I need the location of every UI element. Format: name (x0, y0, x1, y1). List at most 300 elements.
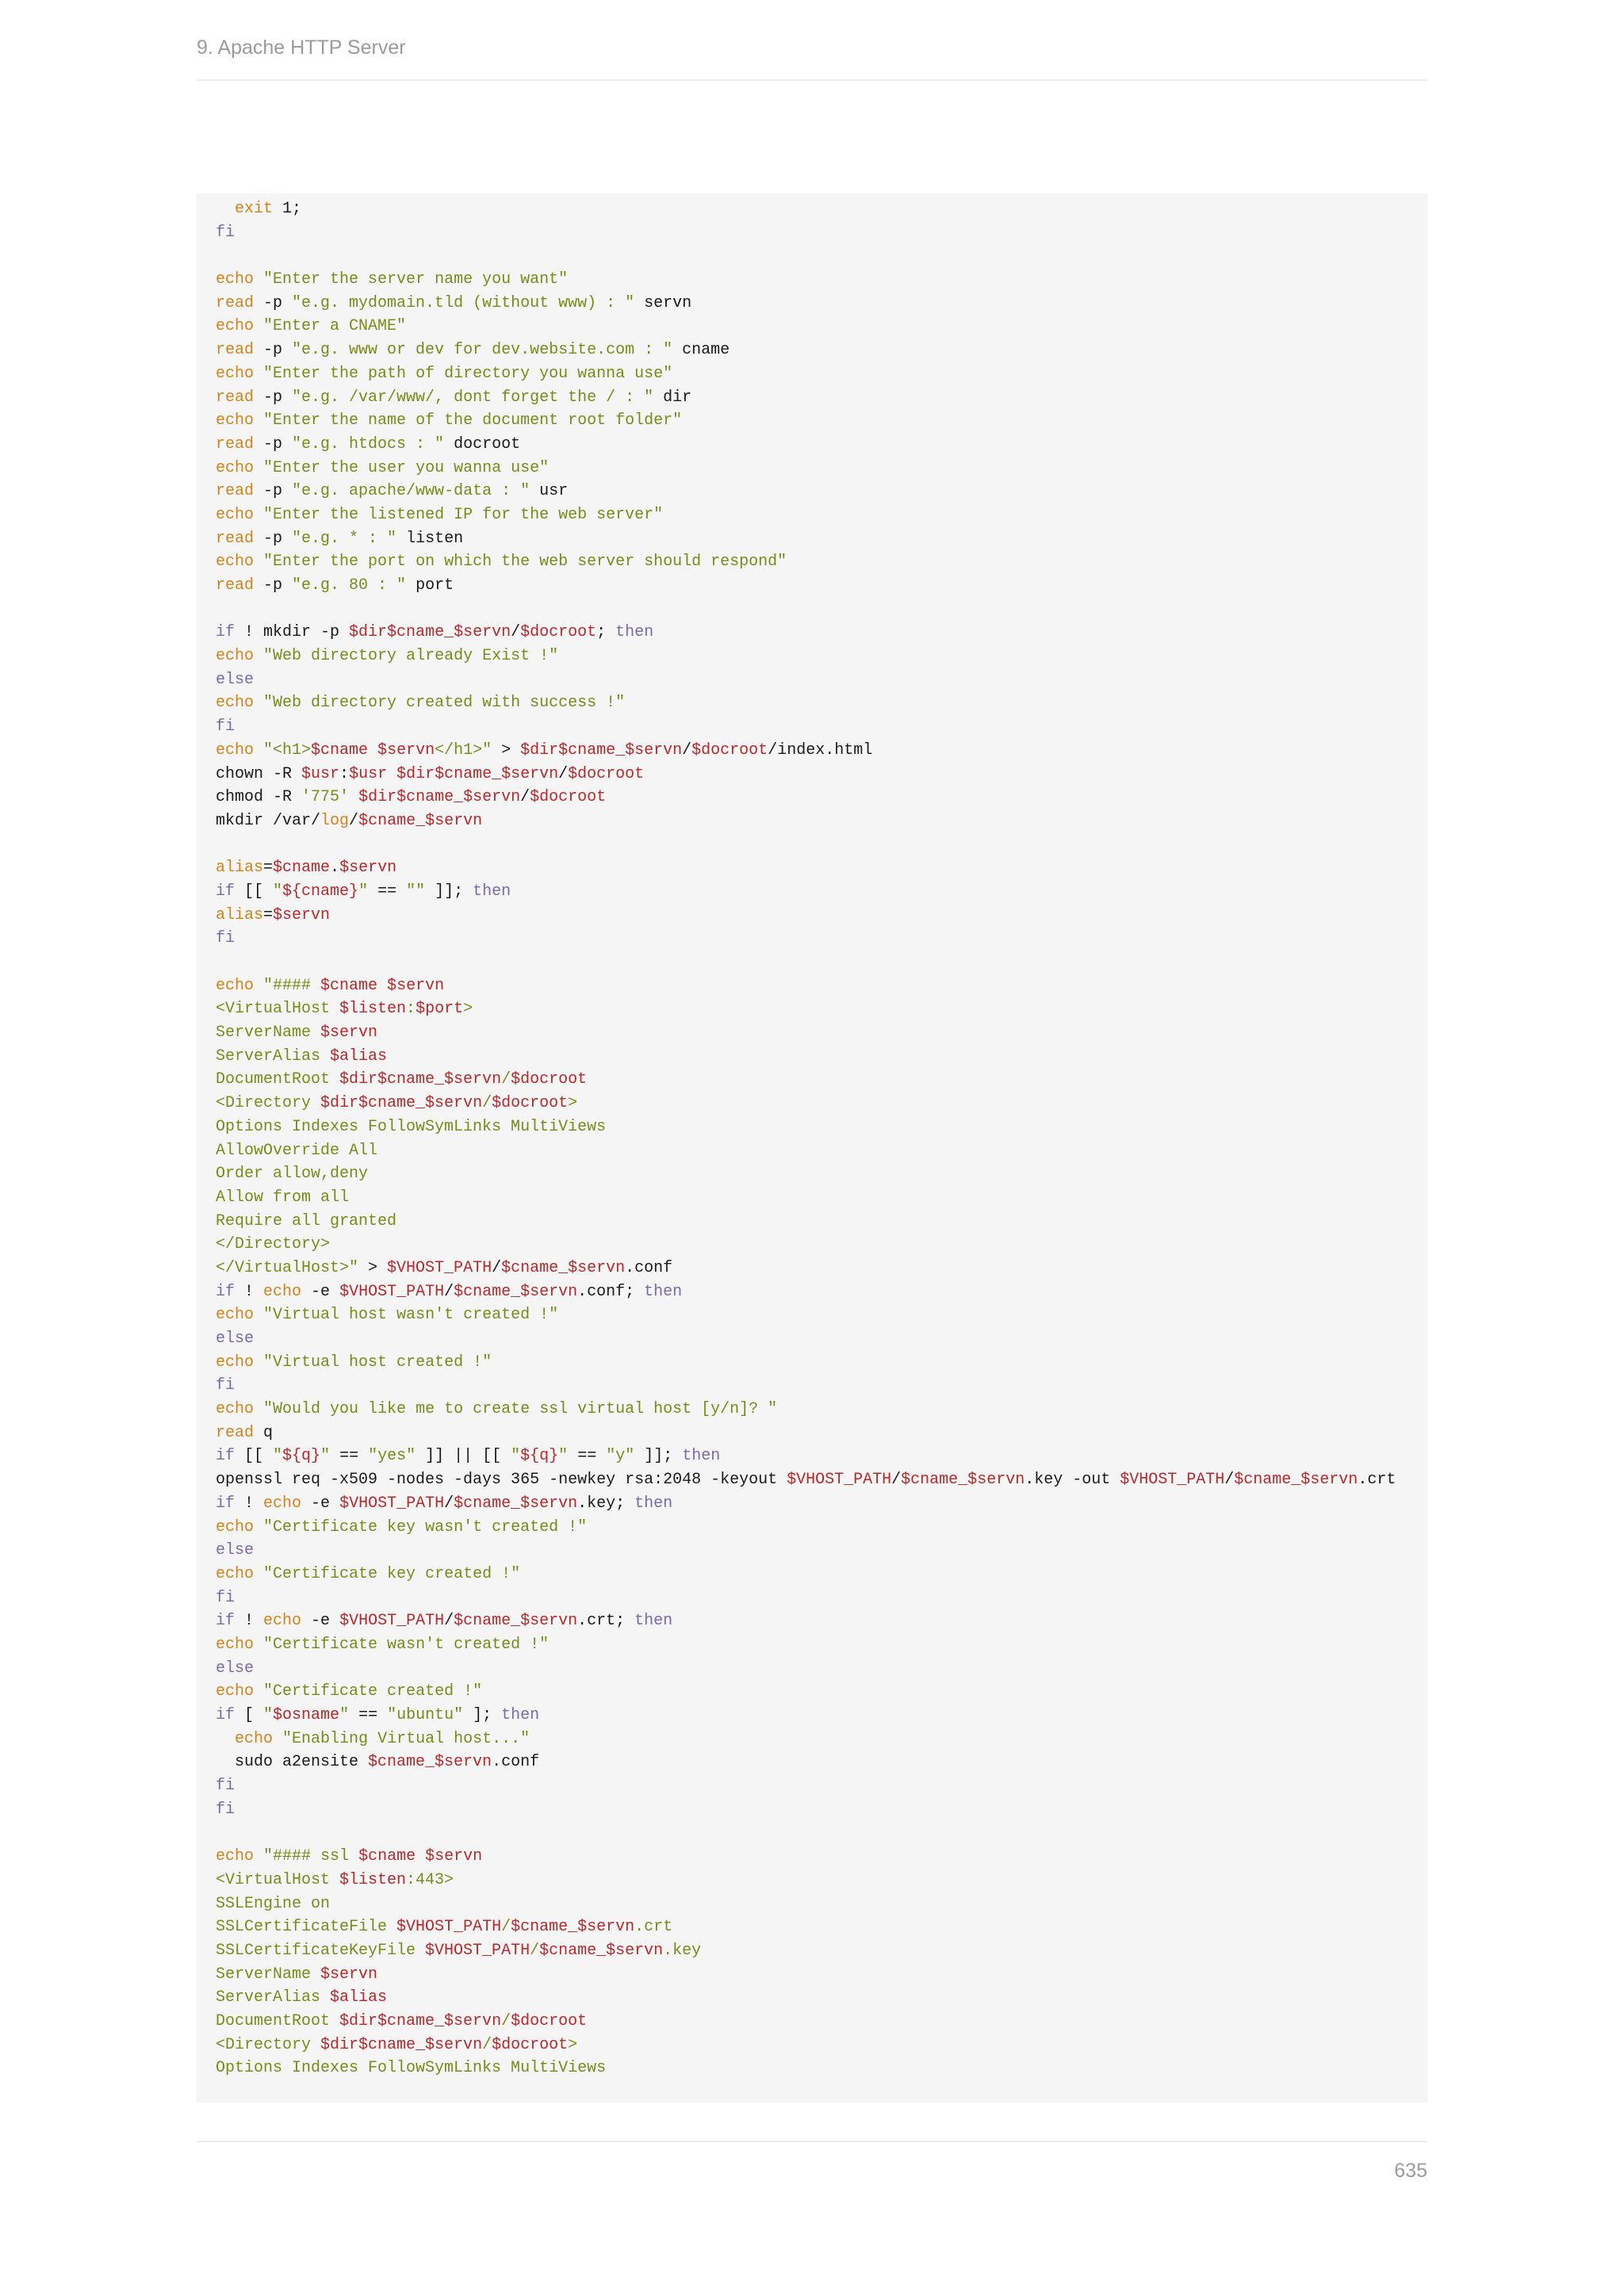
code-token: $dir$cname_$servn (358, 788, 521, 807)
code-listing (216, 197, 1396, 2080)
code-line (216, 1186, 1396, 1210)
code-token: "#### (263, 976, 321, 995)
code-token: > (463, 1000, 473, 1019)
code-token (273, 1730, 282, 1748)
code-token: $docroot (568, 764, 645, 783)
code-token: $dir$cname_$servn (320, 2035, 483, 2054)
code-token: / (520, 788, 530, 807)
code-token: "Certificate key created !" (263, 1564, 521, 1583)
code-line (216, 550, 1396, 574)
code-line (216, 1774, 1396, 1798)
code-line (216, 1210, 1396, 1234)
code-line (216, 1516, 1396, 1540)
code-token: / (558, 764, 569, 783)
code-token: $docroot (511, 2011, 588, 2030)
code-token: "e.g. www or dev for dev.website.com : " (292, 341, 673, 360)
code-token: "Would you like me to create ssl virtual host [y/n]? " (263, 1400, 778, 1419)
code-token: if (216, 882, 236, 901)
code-token: "e.g. 80 : " (292, 576, 407, 595)
code-token: $VHOST_PATH (339, 1612, 445, 1631)
code-token: ServerName (216, 1965, 321, 1984)
code-line (216, 2010, 1396, 2034)
code-line (216, 715, 1396, 739)
code-token (254, 694, 263, 712)
code-token: $docroot (691, 740, 768, 760)
code-token: $cname $servn (311, 740, 435, 760)
code-token: ! (235, 1494, 264, 1513)
code-line (216, 1139, 1396, 1163)
code-token: "Enabling Virtual host..." (282, 1729, 530, 1748)
code-token: if (216, 1494, 236, 1513)
code-token: / (891, 1471, 902, 1490)
code-token: AllowOverride All (216, 1141, 378, 1160)
code-line (216, 739, 1396, 763)
code-token: <Directory (216, 1094, 321, 1113)
code-token: $servn (339, 859, 397, 878)
code-line (216, 1728, 1396, 1751)
code-line (216, 386, 1396, 410)
code-token: openssl req -x509 -nodes -days 365 -newkey rsa:2048 -keyout (216, 1471, 787, 1490)
code-token: $osname (273, 1706, 340, 1724)
code-token (387, 765, 396, 783)
code-line (216, 409, 1396, 433)
code-token: echo (263, 1612, 302, 1631)
code-token: then (615, 623, 654, 642)
code-token: "Certificate key wasn't created !" (263, 1517, 588, 1536)
code-token (254, 1400, 263, 1418)
code-line (216, 904, 1396, 928)
code-line (216, 221, 1396, 245)
code-token: "" (406, 882, 426, 901)
code-token: if (216, 1612, 236, 1631)
code-token: if (216, 1706, 236, 1724)
code-token: alias (216, 905, 264, 924)
code-token: "Certificate created !" (263, 1682, 483, 1701)
code-line (216, 574, 1396, 598)
code-token: echo (216, 505, 255, 524)
header-divider (197, 79, 1427, 81)
code-token: > (568, 1094, 578, 1113)
code-line (216, 997, 1396, 1021)
code-token: <VirtualHost (216, 1000, 340, 1019)
code-token: read (216, 341, 255, 360)
code-token: fi (216, 1777, 236, 1796)
code-line (216, 1303, 1396, 1327)
code-token: fi (216, 223, 236, 242)
code-line (216, 1162, 1396, 1186)
code-token: / (501, 2011, 511, 2030)
code-token: .conf (625, 1258, 673, 1277)
code-token: ; (596, 623, 616, 642)
code-token: echo (216, 553, 255, 572)
code-token: echo (263, 1494, 302, 1513)
code-token: ]] || [[ (416, 1447, 511, 1466)
code-token: echo (216, 317, 255, 336)
code-token: "Enter the path of directory you wanna use" (263, 364, 673, 383)
code-token: SSLCertificateFile (216, 1918, 397, 1937)
code-token: "Enter a CNAME" (263, 317, 407, 336)
code-token (254, 459, 263, 477)
code-line (216, 598, 1396, 622)
page-header-title: 9. Apache HTTP Server (197, 36, 406, 59)
code-token (216, 1730, 235, 1748)
code-token: fi (216, 718, 236, 737)
code-token: .crt; (577, 1612, 635, 1631)
code-token: echo (216, 411, 255, 430)
page-number: 635 (1394, 2160, 1427, 2182)
code-token: .conf (492, 1753, 540, 1772)
code-token: .key (663, 1941, 702, 1960)
code-line (216, 1657, 1396, 1681)
code-line (216, 1398, 1396, 1422)
code-token: read (216, 388, 255, 407)
code-token: log (320, 811, 350, 830)
code-token: echo (216, 1847, 255, 1866)
code-token: $dir$cname_$servn (349, 623, 511, 642)
code-token: / (349, 811, 359, 830)
code-token: ! (235, 1612, 264, 1631)
code-token: else (216, 1330, 255, 1348)
code-block (197, 193, 1427, 2103)
code-token: .key -out (1025, 1471, 1120, 1490)
code-token: $dir$cname_$servn (520, 740, 683, 760)
code-line (216, 1563, 1396, 1586)
code-line (216, 1468, 1396, 1492)
code-token: <Directory (216, 2035, 321, 2054)
code-token: $docroot (520, 623, 597, 642)
code-token: " (339, 1706, 350, 1724)
code-token: alias (216, 859, 264, 878)
code-line (216, 1115, 1396, 1139)
code-token: / (501, 1918, 511, 1937)
code-token: <VirtualHost (216, 1870, 340, 1889)
code-token: docroot (444, 434, 521, 453)
code-line (216, 763, 1396, 786)
code-token: -p (254, 482, 293, 501)
code-token: echo (216, 740, 255, 760)
code-token: $servn (320, 1965, 378, 1984)
code-line (216, 1704, 1396, 1728)
code-line (216, 1892, 1396, 1916)
code-token (254, 270, 263, 289)
code-token: mkdir /var/ (216, 811, 321, 830)
code-line (216, 1327, 1396, 1351)
code-token: echo (216, 976, 255, 995)
code-token: "Enter the port on which the web server should respond" (263, 553, 787, 572)
code-line (216, 809, 1396, 833)
code-line (216, 856, 1396, 880)
code-token: == (568, 1447, 607, 1466)
code-token: </Directory> (216, 1235, 331, 1254)
code-token: $dir$cname_$servn (396, 764, 559, 783)
code-token: ServerAlias (216, 1988, 331, 2007)
code-token: $docroot (492, 1094, 569, 1113)
code-line (216, 691, 1396, 715)
code-line (216, 527, 1396, 551)
code-line (216, 1798, 1396, 1822)
code-token: "e.g. /var/www/, dont forget the / : " (292, 388, 654, 407)
code-token: $VHOST_PATH (787, 1471, 892, 1490)
code-token: [ (235, 1706, 264, 1724)
code-line (216, 1939, 1396, 1963)
code-token: -p (254, 529, 293, 548)
code-token: / (682, 740, 692, 760)
code-token: " (511, 1447, 521, 1466)
code-line (216, 1680, 1396, 1704)
code-token: fi (216, 1588, 236, 1607)
code-line (216, 1492, 1396, 1516)
code-token: $cname_$servn (368, 1753, 492, 1772)
code-token: $servn (273, 905, 331, 924)
code-token (254, 1565, 263, 1583)
code-line (216, 1233, 1396, 1257)
code-token: .crt (634, 1918, 673, 1937)
code-token: $cname_$servn (454, 1282, 578, 1301)
code-token: $cname_$servn (539, 1941, 664, 1960)
code-token: == (330, 1447, 369, 1466)
code-token: [[ (235, 882, 274, 901)
code-line (216, 1609, 1396, 1633)
code-token: ! (235, 1282, 264, 1301)
footer-divider (197, 2141, 1427, 2142)
code-token: else (216, 1659, 255, 1678)
code-token (254, 741, 263, 760)
code-token: "<h1> (263, 740, 312, 760)
code-token: $cname_$servn (511, 1918, 635, 1937)
code-token: $docroot (511, 1070, 588, 1089)
code-line (216, 1986, 1396, 2010)
code-line (216, 1068, 1396, 1092)
code-token: "Web directory created with success !" (263, 694, 626, 713)
code-token: </VirtualHost>" (216, 1258, 359, 1277)
code-line (216, 645, 1396, 668)
code-token: else (216, 1541, 255, 1560)
code-line (216, 197, 1396, 221)
code-line (216, 244, 1396, 268)
code-line (216, 315, 1396, 339)
code-token: $listen (339, 1000, 407, 1019)
code-line (216, 1963, 1396, 1987)
code-token: "e.g. mydomain.tld (without www) : " (292, 293, 635, 312)
code-line (216, 974, 1396, 998)
code-line (216, 668, 1396, 692)
code-token: echo (216, 1400, 255, 1419)
code-line (216, 951, 1396, 974)
code-token: if (216, 1282, 236, 1301)
code-token: $cname_$servn (901, 1471, 1025, 1490)
code-token: = (263, 859, 274, 878)
code-token: $VHOST_PATH (1120, 1471, 1225, 1490)
code-token: .crt (1358, 1471, 1396, 1490)
code-token: chmod -R (216, 788, 302, 807)
code-token: $VHOST_PATH (396, 1918, 502, 1937)
code-token: $dir$cname_$servn (339, 2011, 502, 2030)
code-token: $dir$cname_$servn (320, 1094, 483, 1113)
code-token: if (216, 623, 236, 642)
code-token (254, 1847, 263, 1866)
code-token: else (216, 670, 255, 689)
code-token: $servn (320, 1024, 378, 1043)
code-token: /index.html (768, 740, 873, 760)
code-token: $docroot (492, 2035, 569, 2054)
code-token: -p (254, 388, 293, 407)
code-token: -p (254, 293, 293, 312)
code-line (216, 1751, 1396, 1774)
code-token: echo (216, 647, 255, 666)
code-token: echo (216, 270, 255, 289)
code-token (254, 1306, 263, 1324)
code-token (254, 317, 263, 335)
code-token: : (406, 1000, 416, 1019)
code-token: port (406, 576, 454, 595)
code-token: "e.g. apache/www-data : " (292, 482, 530, 501)
code-token: DocumentRoot (216, 1070, 340, 1089)
code-line (216, 1869, 1396, 1892)
code-line (216, 1257, 1396, 1280)
code-token: "e.g. htdocs : " (292, 434, 445, 453)
code-line (216, 268, 1396, 292)
code-token: if (216, 1447, 236, 1466)
code-token: / (501, 1070, 511, 1089)
code-line (216, 2057, 1396, 2080)
code-token: Options Indexes FollowSymLinks MultiViews (216, 2059, 607, 2078)
code-token (254, 553, 263, 571)
code-token: / (530, 1941, 540, 1960)
code-token: = (263, 905, 274, 924)
code-line (216, 1422, 1396, 1445)
code-token: "Virtual host wasn't created !" (263, 1306, 559, 1325)
code-token: / (482, 1094, 492, 1113)
code-token: echo (216, 1517, 255, 1536)
code-token: $alias (330, 1047, 388, 1066)
code-token: SSLEngine on (216, 1894, 331, 1913)
code-token: read (216, 576, 255, 595)
code-token: echo (216, 1564, 255, 1583)
code-token: $cname $servn (358, 1847, 483, 1866)
code-token: then (473, 882, 511, 901)
code-line (216, 339, 1396, 362)
code-token: "y" (606, 1447, 635, 1466)
code-token: Options Indexes FollowSymLinks MultiViews (216, 1117, 607, 1136)
code-token: usr (530, 482, 569, 501)
code-token: ]]; (425, 882, 473, 901)
code-token: fi (216, 1376, 236, 1395)
code-token: sudo a2ensite (216, 1753, 369, 1772)
code-line (216, 1280, 1396, 1304)
code-token: dir (653, 388, 692, 407)
code-token: $port (416, 1000, 464, 1019)
code-line (216, 2034, 1396, 2057)
code-token: "Web directory already Exist !" (263, 647, 559, 666)
code-token: echo (216, 1635, 255, 1654)
code-token: then (644, 1282, 683, 1301)
code-token: .key; (577, 1494, 635, 1513)
code-line (216, 786, 1396, 809)
code-token: echo (216, 458, 255, 477)
code-token: </h1>" (435, 740, 492, 760)
code-line (216, 621, 1396, 645)
code-token: DocumentRoot (216, 2011, 340, 2030)
code-token: then (634, 1612, 673, 1631)
code-token: "#### ssl (263, 1847, 359, 1866)
code-token: $VHOST_PATH (425, 1941, 530, 1960)
code-token: "e.g. * : " (292, 529, 397, 548)
code-token: then (501, 1706, 540, 1724)
code-token: : (339, 764, 350, 783)
code-line (216, 1351, 1396, 1375)
code-token: " (273, 1447, 283, 1466)
code-token: > (568, 2035, 578, 2054)
code-token: "Enter the listened IP for the web server" (263, 505, 664, 524)
code-token: " (558, 1447, 569, 1466)
code-token: -p (254, 434, 293, 453)
code-token: -e (301, 1282, 340, 1301)
code-token: $VHOST_PATH (387, 1258, 492, 1277)
code-token: then (682, 1447, 721, 1466)
code-token (254, 1682, 263, 1701)
code-token: $listen (339, 1870, 407, 1889)
code-token: $cname_$servn (454, 1612, 578, 1631)
code-token (254, 365, 263, 383)
code-token: echo (263, 1282, 302, 1301)
code-line (216, 503, 1396, 527)
code-line (216, 1845, 1396, 1869)
code-line (216, 1045, 1396, 1069)
code-token: " (273, 882, 283, 901)
code-token: $cname $servn (320, 976, 445, 995)
code-token: read (216, 293, 255, 312)
code-token: / (444, 1282, 454, 1301)
code-token: [[ (235, 1447, 274, 1466)
code-token: echo (216, 1353, 255, 1372)
code-token: read (216, 434, 255, 453)
code-token: "Virtual host created !" (263, 1353, 492, 1372)
code-token: ${cname} (282, 882, 359, 901)
code-token: / (444, 1494, 454, 1513)
code-token: / (1224, 1471, 1235, 1490)
code-token (254, 411, 263, 430)
code-line (216, 1915, 1396, 1939)
code-token: echo (235, 1729, 274, 1748)
code-token: ${q} (520, 1447, 559, 1466)
code-line (216, 833, 1396, 857)
code-token (254, 1518, 263, 1536)
code-token: 1; (273, 200, 302, 218)
code-line (216, 480, 1396, 503)
code-token: " (320, 1447, 331, 1466)
code-line (216, 362, 1396, 386)
code-token: $usr (349, 764, 388, 783)
code-token: == (349, 1706, 388, 1724)
code-token: / (511, 623, 521, 642)
code-token: -e (301, 1494, 340, 1513)
code-token (254, 1353, 263, 1372)
code-token: "yes" (368, 1447, 416, 1466)
code-token: "Certificate wasn't created !" (263, 1635, 550, 1654)
code-token: echo (216, 694, 255, 713)
code-line (216, 1586, 1396, 1610)
code-token: " (263, 1706, 274, 1724)
code-token: " (358, 882, 369, 901)
code-token: ServerName (216, 1024, 321, 1043)
code-token: then (634, 1494, 673, 1513)
code-line (216, 927, 1396, 951)
code-line (216, 457, 1396, 480)
code-token: Allow from all (216, 1188, 350, 1207)
code-token: $cname_$servn (1234, 1471, 1358, 1490)
code-token: echo (216, 1306, 255, 1325)
code-token (254, 1636, 263, 1654)
